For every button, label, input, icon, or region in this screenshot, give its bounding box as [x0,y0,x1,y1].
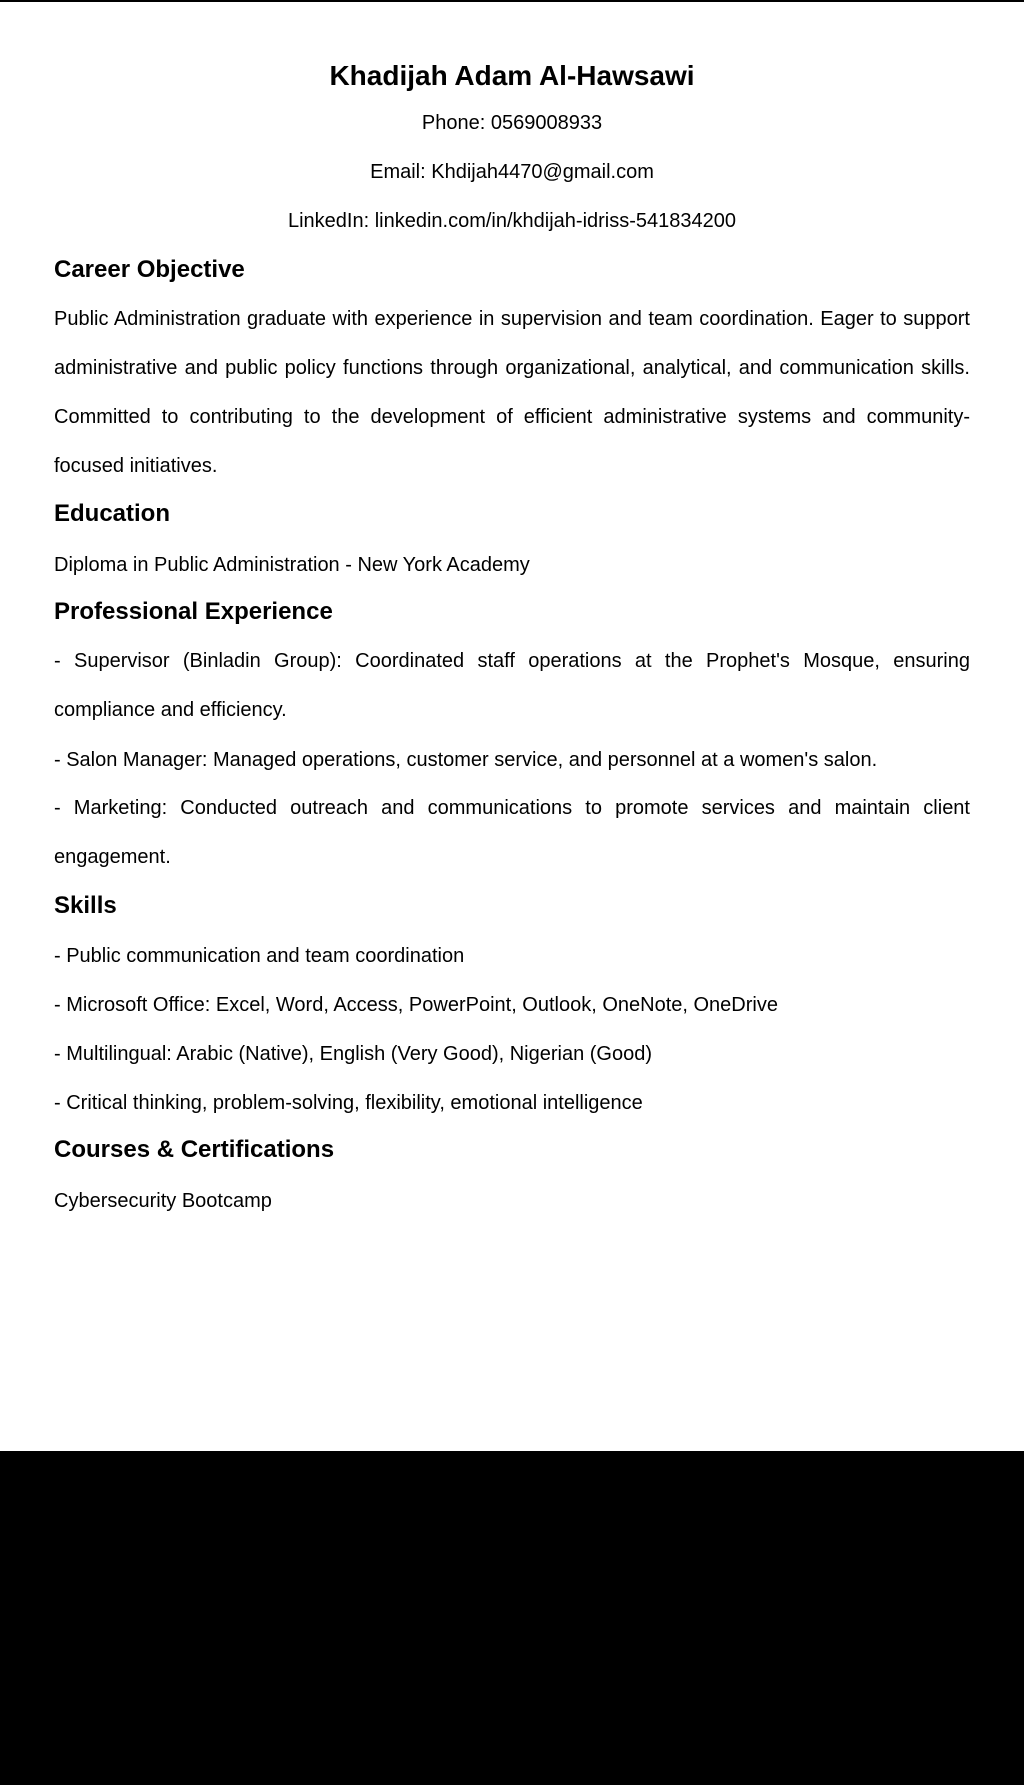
education-item: Diploma in Public Administration - New York Academy [54,554,530,576]
linkedin-line: LinkedIn: linkedin.com/in/khdijah-idriss-541834200 [287,210,737,232]
candidate-name: Khadijah Adam Al-Hawsawi [329,60,695,91]
section-title-skills: Skills [54,892,117,919]
section-title-experience: Professional Experience [54,598,333,625]
section-title-education: Education [54,500,171,527]
experience-item: - Supervisor (Binladin Group): Coordinated staff operations at the Prophet's Mosque, ensuring compliance and efficiency. [54,650,970,721]
section-title-courses: Courses & Certifications [54,1136,335,1163]
skills-item: - Multilingual: Arabic (Native), English (Very Good), Nigerian (Good) [54,1043,653,1065]
courses-item: Cybersecurity Bootcamp [54,1190,272,1212]
career-objective-text: Public Administration graduate with experience in supervision and team coordination. Eager to support administrative and public policy functions through organizational, analytical, and communication skills. Committed to contributing to the development of efficient administrative systems and community-focused initiatives. [54,308,970,477]
email-line: Email: Khdijah4470@gmail.com [370,161,654,183]
experience-item: - Salon Manager: Managed operations, customer service, and personnel at a women's salon. [54,749,878,771]
skills-item: - Critical thinking, problem-solving, flexibility, emotional intelligence [54,1092,643,1114]
skills-item: - Microsoft Office: Excel, Word, Access, PowerPoint, Outlook, OneNote, OneDrive [54,994,778,1016]
skills-item: - Public communication and team coordination [54,945,465,967]
phone-line: Phone: 0569008933 [421,112,603,134]
experience-item: - Marketing: Conducted outreach and communications to promote services and maintain client engagement. [54,797,970,868]
resume-page [0,2,1024,1451]
section-title-career-objective: Career Objective [54,256,245,283]
